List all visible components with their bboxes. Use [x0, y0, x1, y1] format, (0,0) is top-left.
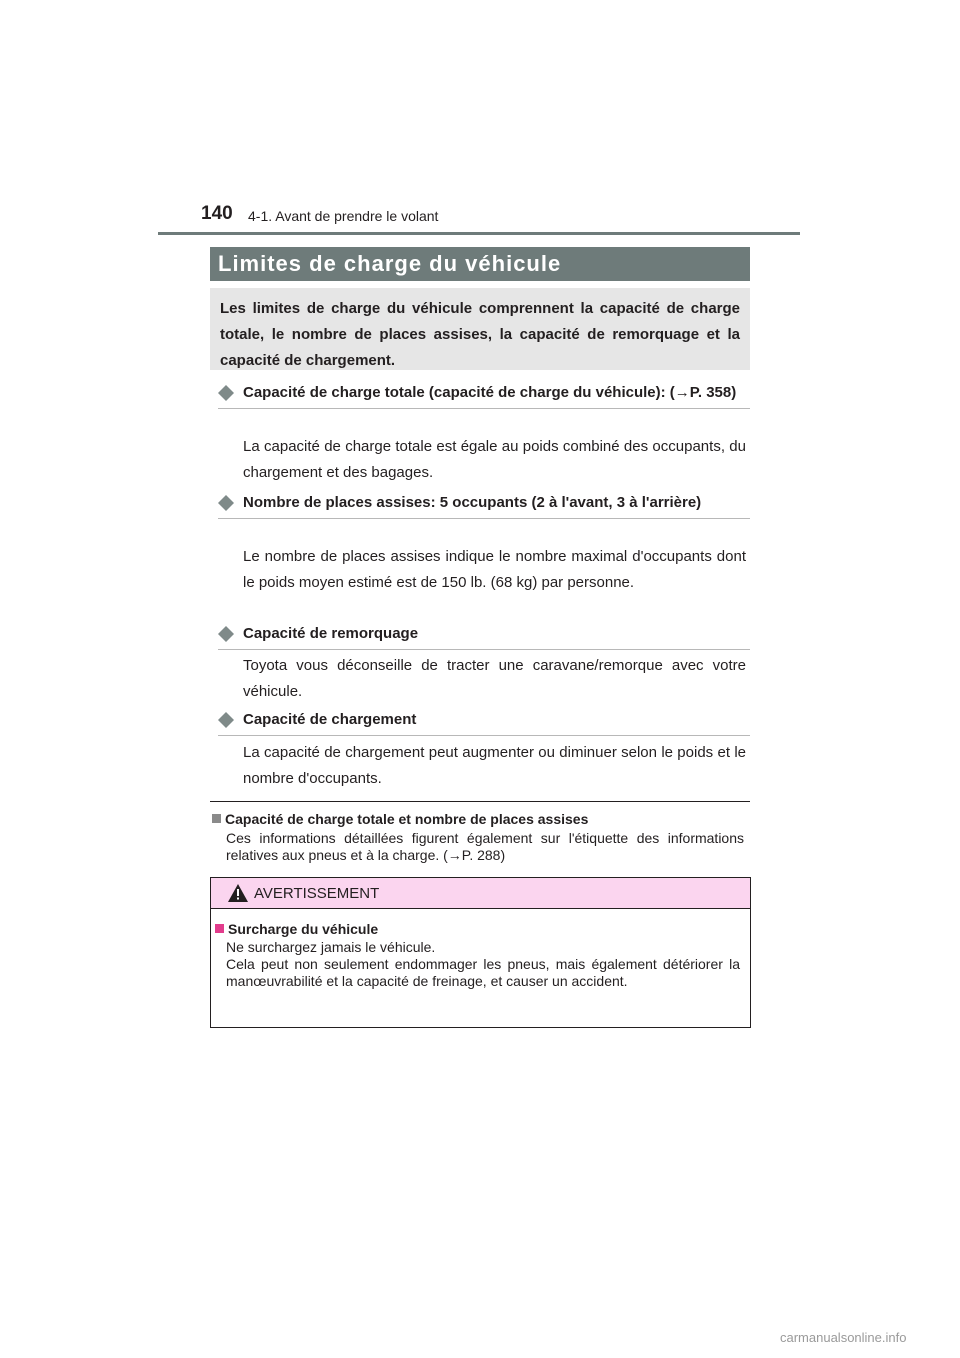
header-rule: [158, 232, 800, 235]
item-title: Nombre de places assises: 5 occupants (2 à l'avant, 3 à l'arrière): [243, 494, 702, 511]
watermark: carmanualsonline.info: [780, 1330, 907, 1345]
item-heading: [218, 490, 750, 519]
intro-box: [210, 288, 750, 370]
square-bullet-icon: [215, 924, 224, 933]
item-title: Capacité de charge totale (capacité de charge du véhicule): (→P. 358): [243, 384, 737, 401]
warning-body: [226, 939, 740, 990]
page-title: Limites de charge du véhicule: [210, 247, 750, 281]
warning-box: [210, 877, 751, 1028]
item-body: Le nombre de places assises indique le nombre maximal d'occupants dont le poids moyen estimé est de 150 lb. (68 kg) par personne.: [243, 548, 746, 591]
note-body: Ces informations détaillées figurent également sur l'étiquette des informations relatives aux pneus et à la charge. (→P. 288): [226, 830, 744, 863]
item-body: La capacité de chargement peut augmenter ou diminuer selon le poids et le nombre d'occupants.: [243, 744, 746, 787]
warning-header: [211, 878, 750, 909]
warning-label: AVERTISSEMENT: [254, 885, 380, 902]
section-header: 4-1. Avant de prendre le volant: [248, 208, 439, 224]
item-body: La capacité de charge totale est égale au poids combiné des occupants, du chargement et des bagages.: [243, 438, 746, 481]
intro-text: Les limites de charge du véhicule comprennent la capacité de charge totale, le nombre de places assises, la capacité de remorquage et la capacité de chargement.: [220, 300, 740, 369]
item-heading: [218, 621, 750, 650]
item-title: Capacité de remorquage: [243, 625, 419, 642]
item-title: Capacité de chargement: [243, 711, 417, 728]
warning-triangle-icon: [228, 884, 248, 902]
warning-title: Surcharge du véhicule: [215, 921, 378, 938]
diamond-bullet-icon: [218, 712, 234, 728]
diamond-bullet-icon: [218, 495, 234, 511]
warning-line: Ne surchargez jamais le véhicule.: [226, 939, 436, 955]
warning-line: Cela peut non seulement endommager les pneus, mais également détériorer la manœuvrabilité et la capacité de freinage, et causer un accident.: [226, 956, 740, 989]
item-heading: [218, 707, 750, 736]
note-title: Capacité de charge totale et nombre de places assises: [212, 811, 588, 828]
page-number: 140: [201, 203, 233, 224]
diamond-bullet-icon: [218, 385, 234, 401]
square-bullet-icon: [212, 814, 221, 823]
diamond-bullet-icon: [218, 626, 234, 642]
item-heading: [218, 380, 750, 409]
item-body: Toyota vous déconseille de tracter une caravane/remorque avec votre véhicule.: [243, 657, 746, 700]
note-divider: [210, 801, 750, 802]
